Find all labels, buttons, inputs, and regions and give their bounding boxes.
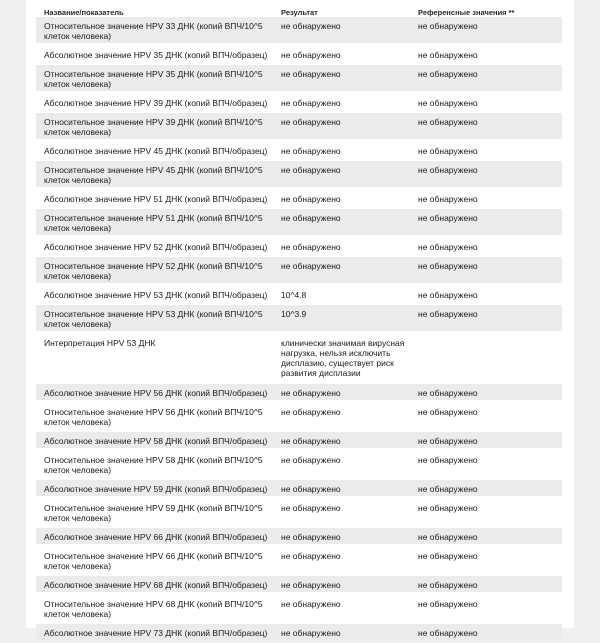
row-result: не обнаружено	[281, 551, 341, 561]
table-row	[36, 113, 562, 139]
row-name: Абсолютное значение HPV 59 ДНК (копий ВПЧ/образец)	[44, 484, 268, 494]
row-result: не обнаружено	[281, 455, 341, 465]
row-result: не обнаружено	[281, 98, 341, 108]
table-row	[36, 432, 562, 448]
table-row	[36, 46, 562, 62]
row-name: Абсолютное значение HPV 56 ДНК (копий ВПЧ/образец)	[44, 388, 268, 398]
row-reference: не обнаружено	[418, 194, 478, 204]
row-reference: не обнаружено	[418, 50, 478, 60]
row-name: Относительное значение HPV 59 ДНК (копий ВПЧ/10^5 клеток человека)	[44, 503, 263, 523]
header-result: Результат	[281, 8, 318, 17]
row-reference: не обнаружено	[418, 455, 478, 465]
header-reference: Референсные значения **	[418, 8, 515, 17]
row-result: не обнаружено	[281, 165, 341, 175]
results-table	[36, 17, 562, 643]
table-row	[36, 595, 562, 621]
table-row	[36, 334, 562, 381]
row-reference: не обнаружено	[418, 407, 478, 417]
row-reference: не обнаружено	[418, 580, 478, 590]
row-name: Относительное значение HPV 52 ДНК (копий ВПЧ/10^5 клеток человека)	[44, 261, 263, 281]
table-row	[36, 403, 562, 429]
row-reference: не обнаружено	[418, 599, 478, 609]
row-reference: не обнаружено	[418, 242, 478, 252]
row-reference: не обнаружено	[418, 628, 478, 638]
table-row	[36, 451, 562, 477]
table-row	[36, 209, 562, 235]
row-reference: не обнаружено	[418, 484, 478, 494]
row-reference: не обнаружено	[418, 503, 478, 513]
table-row	[36, 528, 562, 544]
row-result: не обнаружено	[281, 21, 341, 31]
table-row	[36, 257, 562, 283]
row-reference: не обнаружено	[418, 551, 478, 561]
table-row	[36, 17, 562, 43]
row-name: Относительное значение HPV 53 ДНК (копий ВПЧ/10^5 клеток человека)	[44, 309, 263, 329]
row-result: не обнаружено	[281, 146, 341, 156]
row-reference: не обнаружено	[418, 165, 478, 175]
row-reference: не обнаружено	[418, 21, 478, 31]
row-name: Абсолютное значение HPV 45 ДНК (копий ВПЧ/образец)	[44, 146, 268, 156]
row-result: не обнаружено	[281, 580, 341, 590]
row-result: не обнаружено	[281, 117, 341, 127]
header-name: Название/показатель	[44, 8, 124, 17]
row-reference: не обнаружено	[418, 388, 478, 398]
row-result: не обнаружено	[281, 599, 341, 609]
row-reference: не обнаружено	[418, 436, 478, 446]
row-name: Относительное значение HPV 68 ДНК (копий ВПЧ/10^5 клеток человека)	[44, 599, 263, 619]
table-row	[36, 480, 562, 496]
table-row	[36, 94, 562, 110]
row-result: не обнаружено	[281, 628, 341, 638]
row-name: Абсолютное значение HPV 53 ДНК (копий ВПЧ/образец)	[44, 290, 268, 300]
table-row	[36, 161, 562, 187]
table-row	[36, 499, 562, 525]
row-result: 10^3.9	[281, 309, 307, 319]
row-reference: не обнаружено	[418, 117, 478, 127]
row-name: Абсолютное значение HPV 52 ДНК (копий ВПЧ/образец)	[44, 242, 268, 252]
row-name: Относительное значение HPV 35 ДНК (копий ВПЧ/10^5 клеток человека)	[44, 69, 263, 89]
row-reference: не обнаружено	[418, 261, 478, 271]
row-result: не обнаружено	[281, 50, 341, 60]
row-name: Абсолютное значение HPV 58 ДНК (копий ВПЧ/образец)	[44, 436, 268, 446]
row-name: Относительное значение HPV 58 ДНК (копий ВПЧ/10^5 клеток человека)	[44, 455, 263, 475]
row-name: Абсолютное значение HPV 66 ДНК (копий ВПЧ/образец)	[44, 532, 268, 542]
row-result: не обнаружено	[281, 242, 341, 252]
table-row	[36, 384, 562, 400]
row-reference: не обнаружено	[418, 146, 478, 156]
row-result: не обнаружено	[281, 484, 341, 494]
table-row	[36, 576, 562, 592]
row-name: Относительное значение HPV 56 ДНК (копий ВПЧ/10^5 клеток человека)	[44, 407, 263, 427]
row-name: Абсолютное значение HPV 35 ДНК (копий ВПЧ/образец)	[44, 50, 268, 60]
table-row	[36, 547, 562, 573]
row-reference: не обнаружено	[418, 532, 478, 542]
row-result: не обнаружено	[281, 436, 341, 446]
row-reference: не обнаружено	[418, 213, 478, 223]
row-result: не обнаружено	[281, 194, 341, 204]
table-row	[36, 142, 562, 158]
lab-report-page	[26, 0, 574, 638]
row-name: Относительное значение HPV 45 ДНК (копий ВПЧ/10^5 клеток человека)	[44, 165, 263, 185]
row-name: Относительное значение HPV 39 ДНК (копий ВПЧ/10^5 клеток человека)	[44, 117, 263, 137]
row-name: Относительное значение HPV 66 ДНК (копий ВПЧ/10^5 клеток человека)	[44, 551, 263, 571]
table-row	[36, 65, 562, 91]
row-name: Абсолютное значение HPV 51 ДНК (копий ВПЧ/образец)	[44, 194, 268, 204]
table-row	[36, 286, 562, 302]
row-name: Относительное значение HPV 51 ДНК (копий ВПЧ/10^5 клеток человека)	[44, 213, 263, 233]
row-name: Абсолютное значение HPV 39 ДНК (копий ВПЧ/образец)	[44, 98, 268, 108]
row-result: 10^4.8	[281, 290, 307, 300]
row-reference: не обнаружено	[418, 309, 478, 319]
row-reference: не обнаружено	[418, 290, 478, 300]
row-result: не обнаружено	[281, 407, 341, 417]
row-result: не обнаружено	[281, 388, 341, 398]
table-row	[36, 190, 562, 206]
table-row	[36, 238, 562, 254]
row-name: Интерпретация HPV 53 ДНК	[44, 338, 156, 348]
row-result: клинически значимая вирусная нагрузка, нельзя исключить дисплазию, существует риск развития дисплазии	[281, 338, 405, 378]
row-result: не обнаружено	[281, 69, 341, 79]
table-row	[36, 305, 562, 331]
row-name: Абсолютное значение HPV 68 ДНК (копий ВПЧ/образец)	[44, 580, 268, 590]
row-result: не обнаружено	[281, 503, 341, 513]
row-reference: не обнаружено	[418, 98, 478, 108]
row-reference: не обнаружено	[418, 69, 478, 79]
row-name: Относительное значение HPV 33 ДНК (копий ВПЧ/10^5 клеток человека)	[44, 21, 263, 41]
row-result: не обнаружено	[281, 261, 341, 271]
row-name: Абсолютное значение HPV 73 ДНК (копий ВПЧ/образец)	[44, 628, 268, 638]
row-result: не обнаружено	[281, 213, 341, 223]
table-row	[36, 624, 562, 640]
row-result: не обнаружено	[281, 532, 341, 542]
